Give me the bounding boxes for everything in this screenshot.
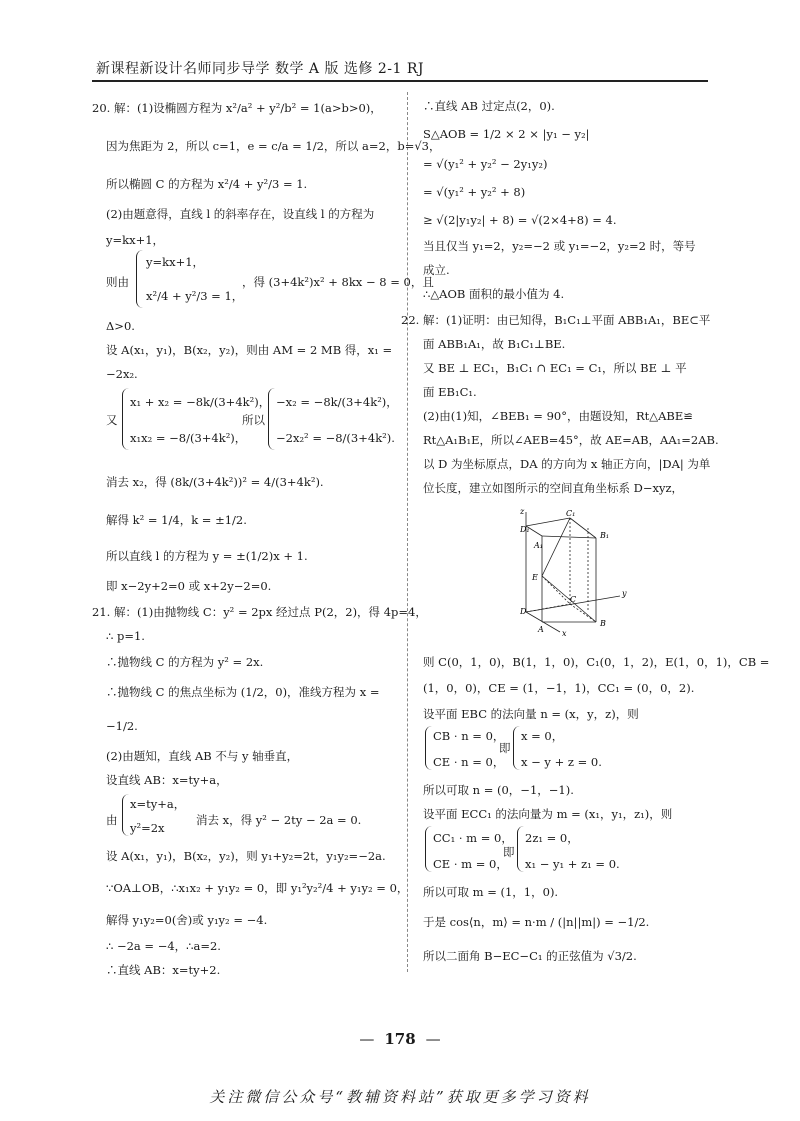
text-line: 所以可取 n = (0，−1，−1).	[423, 783, 574, 797]
text-line: ∴直线 AB：x=ty+2.	[106, 963, 221, 977]
text-line: 由	[106, 813, 118, 827]
fig-label: B	[600, 619, 606, 628]
problem-22-line: 22. 解：(1)证明：由已知得，B₁C₁⊥平面 ABB₁A₁，BE⊂平	[401, 313, 711, 327]
equation-line: x = 0，	[521, 729, 564, 743]
text-line: 则 C(0，1，0)，B(1，1，0)，C₁(0，1，2)，E(1，0，1)，CB =	[423, 655, 770, 669]
text-line: 因为焦距为 2，所以 c=1，e = c/a = 1/2，所以 a=2，b=√3，	[106, 139, 441, 153]
text-line: 设平面 EBC 的法向量 n = (x，y，z)，则	[423, 707, 639, 721]
fig-label: C₁	[566, 509, 576, 518]
text-line: 面 EB₁C₁.	[423, 385, 477, 399]
fig-label: y	[622, 589, 627, 598]
text-line: 消去 x₂，得 (8k/(3+4k²))² = 4/(3+4k²).	[106, 475, 324, 489]
text-line: (2)由题知，直线 AB 不与 y 轴垂直，	[106, 749, 299, 763]
text-line: 所以二面角 B−EC−C₁ 的正弦值为 √3/2.	[423, 949, 637, 963]
equation-line: −2x₂² = −8/(3+4k²).	[276, 431, 395, 445]
text-line: −2x₂.	[106, 367, 138, 381]
text-line: 解得 k² = 1/4，k = ±1/2.	[106, 513, 247, 527]
fig-label: E	[532, 573, 538, 582]
system-brace	[517, 826, 524, 872]
text-line: ≥ √(2|y₁y₂| + 8) = √(2×4+8) = 4.	[423, 213, 617, 227]
text-line: 所以	[242, 413, 265, 427]
text-line: (1，0，0)，CE = (1，−1，1)，CC₁ = (0，0，2).	[423, 681, 695, 695]
equation-line: −x₂ = −8k/(3+4k²)，	[276, 395, 398, 409]
system-brace	[425, 726, 432, 770]
text-line: = √(y₁² + y₂² + 8)	[423, 185, 526, 199]
text-line: 又 BE ⊥ EC₁，B₁C₁ ∩ EC₁ = C₁，所以 BE ⊥ 平	[423, 361, 687, 375]
text-line: 所以可取 m = (1，1，0).	[423, 885, 559, 899]
equation-line: x₁ − y₁ + z₁ = 0.	[525, 857, 620, 871]
system-brace	[122, 388, 129, 450]
text-line: 所以直线 l 的方程为 y = ±(1/2)x + 1.	[106, 549, 308, 563]
equation-line: y=kx+1，	[146, 255, 205, 269]
text-line: ∴ p=1.	[106, 629, 145, 643]
system-brace	[425, 826, 432, 872]
text-line: 成立.	[423, 263, 450, 277]
equation-line: CE · n = 0，	[433, 755, 505, 769]
text-line: (2)由(1)知，∠BEB₁ = 90°，由题设知，Rt△ABE≌	[423, 409, 693, 423]
text-line: Rt△A₁B₁E，所以∠AEB=45°，故 AE=AB，AA₁=2AB.	[423, 433, 719, 447]
footer-note: 关注微信公众号“教辅资料站”获取更多学习资料	[209, 1088, 591, 1106]
equation-line: CC₁ · m = 0，	[433, 831, 513, 845]
text-line: 位长度，建立如图所示的空间直角坐标系 D−xyz，	[423, 481, 684, 495]
text-line: ∴抛物线 C 的方程为 y² = 2x.	[106, 655, 264, 669]
text-line: 面 ABB₁A₁，故 B₁C₁⊥BE.	[423, 337, 566, 351]
header-rule	[92, 80, 708, 82]
text-line: 则由	[106, 275, 129, 289]
text-line: = √(y₁² + y₂² − 2y₁y₂)	[423, 157, 548, 171]
system-brace	[513, 726, 520, 770]
equation-line: x₁x₂ = −8/(3+4k²)，	[130, 431, 247, 445]
text-line: 又	[106, 413, 118, 427]
text-line: ∴抛物线 C 的焦点坐标为 (1/2，0)，准线方程为 x =	[106, 685, 380, 699]
equation-line: x₁ + x₂ = −8k/(3+4k²)，	[130, 395, 271, 409]
text-line: 于是 cos⟨n，m⟩ = n·m / (|n||m|) = −1/2.	[423, 915, 650, 929]
text-line: 设 A(x₁，y₁)，B(x₂，y₂)，则由 AM = 2 MB 得，x₁ =	[106, 343, 393, 357]
equation-line: CE · m = 0，	[433, 857, 508, 871]
fig-label: C	[570, 595, 577, 604]
equation-line: CB · n = 0，	[433, 729, 505, 743]
text-line: ∵OA⊥OB，∴x₁x₂ + y₁y₂ = 0，即 y₁²y₂²/4 + y₁y₂ = 0，	[106, 881, 409, 895]
fig-label: D	[520, 607, 527, 616]
column-divider	[407, 92, 408, 972]
text-line: ∴△AOB 面积的最小值为 4.	[423, 287, 565, 301]
text-line: −1/2.	[106, 719, 138, 733]
page-number: — 178 —	[359, 1030, 441, 1048]
equation-line: 2z₁ = 0，	[525, 831, 579, 845]
system-brace	[122, 794, 129, 836]
text-line: y=kx+1，	[106, 233, 165, 247]
running-header: 新课程新设计名师同步导学 数学 A 版 选修 2-1 RJ	[96, 61, 425, 77]
text-line: ，得 (3+4k²)x² + 8kx − 8 = 0，且	[242, 275, 434, 289]
text-line: 即	[499, 741, 511, 755]
problem-21-line: 21. 解：(1)由抛物线 C：y² = 2px 经过点 P(2，2)，得 4p=4，	[92, 605, 427, 619]
text-line: Δ>0.	[106, 319, 135, 333]
text-line: 所以椭圆 C 的方程为 x²/4 + y²/3 = 1.	[106, 177, 308, 191]
fig-label: D₁	[520, 525, 530, 534]
fig-label: z	[520, 508, 525, 516]
page-number-value: 178	[384, 1030, 416, 1048]
fig-label: B₁	[600, 531, 610, 540]
text-line: S△AOB = 1/2 × 2 × |y₁ − y₂|	[423, 127, 590, 141]
text-line: 即	[503, 845, 515, 859]
equation-line: x − y + z = 0.	[521, 755, 602, 769]
text-line: 消去 x，得 y² − 2ty − 2a = 0.	[196, 813, 362, 827]
system-brace	[268, 388, 275, 450]
equation-line: x=ty+a，	[130, 797, 186, 811]
text-line: 当且仅当 y₁=2，y₂=−2 或 y₁=−2，y₂=2 时，等号	[423, 239, 696, 253]
equation-line: y²=2x	[130, 821, 165, 835]
text-line: (2)由题意得，直线 l 的斜率存在，设直线 l 的方程为	[106, 207, 375, 221]
text-line: 以 D 为坐标原点，DA 的方向为 x 轴正方向，|DA| 为单	[423, 457, 711, 471]
fig-label: A₁	[534, 541, 543, 550]
text-line: 设 A(x₁，y₁)，B(x₂，y₂)，则 y₁+y₂=2t，y₁y₂=−2a.	[106, 849, 386, 863]
text-line: ∴直线 AB 过定点(2，0).	[423, 99, 555, 113]
problem-20-line: 20. 解：(1)设椭圆方程为 x²/a² + y²/b² = 1(a>b>0)，	[92, 101, 382, 115]
text-line: 设平面 ECC₁ 的法向量为 m = (x₁，y₁，z₁)，则	[423, 807, 673, 821]
text-line: ∴ −2a = −4，∴a=2.	[106, 939, 221, 953]
fig-label: x	[562, 629, 567, 638]
cuboid-figure	[520, 508, 630, 638]
text-line: 解得 y₁y₂=0(舍)或 y₁y₂ = −4.	[106, 913, 268, 927]
equation-line: x²/4 + y²/3 = 1，	[146, 289, 244, 303]
text-line: 即 x−2y+2=0 或 x+2y−2=0.	[106, 579, 272, 593]
text-line: 设直线 AB：x=ty+a，	[106, 773, 228, 787]
system-brace	[136, 250, 143, 308]
fig-label: A	[538, 625, 544, 634]
